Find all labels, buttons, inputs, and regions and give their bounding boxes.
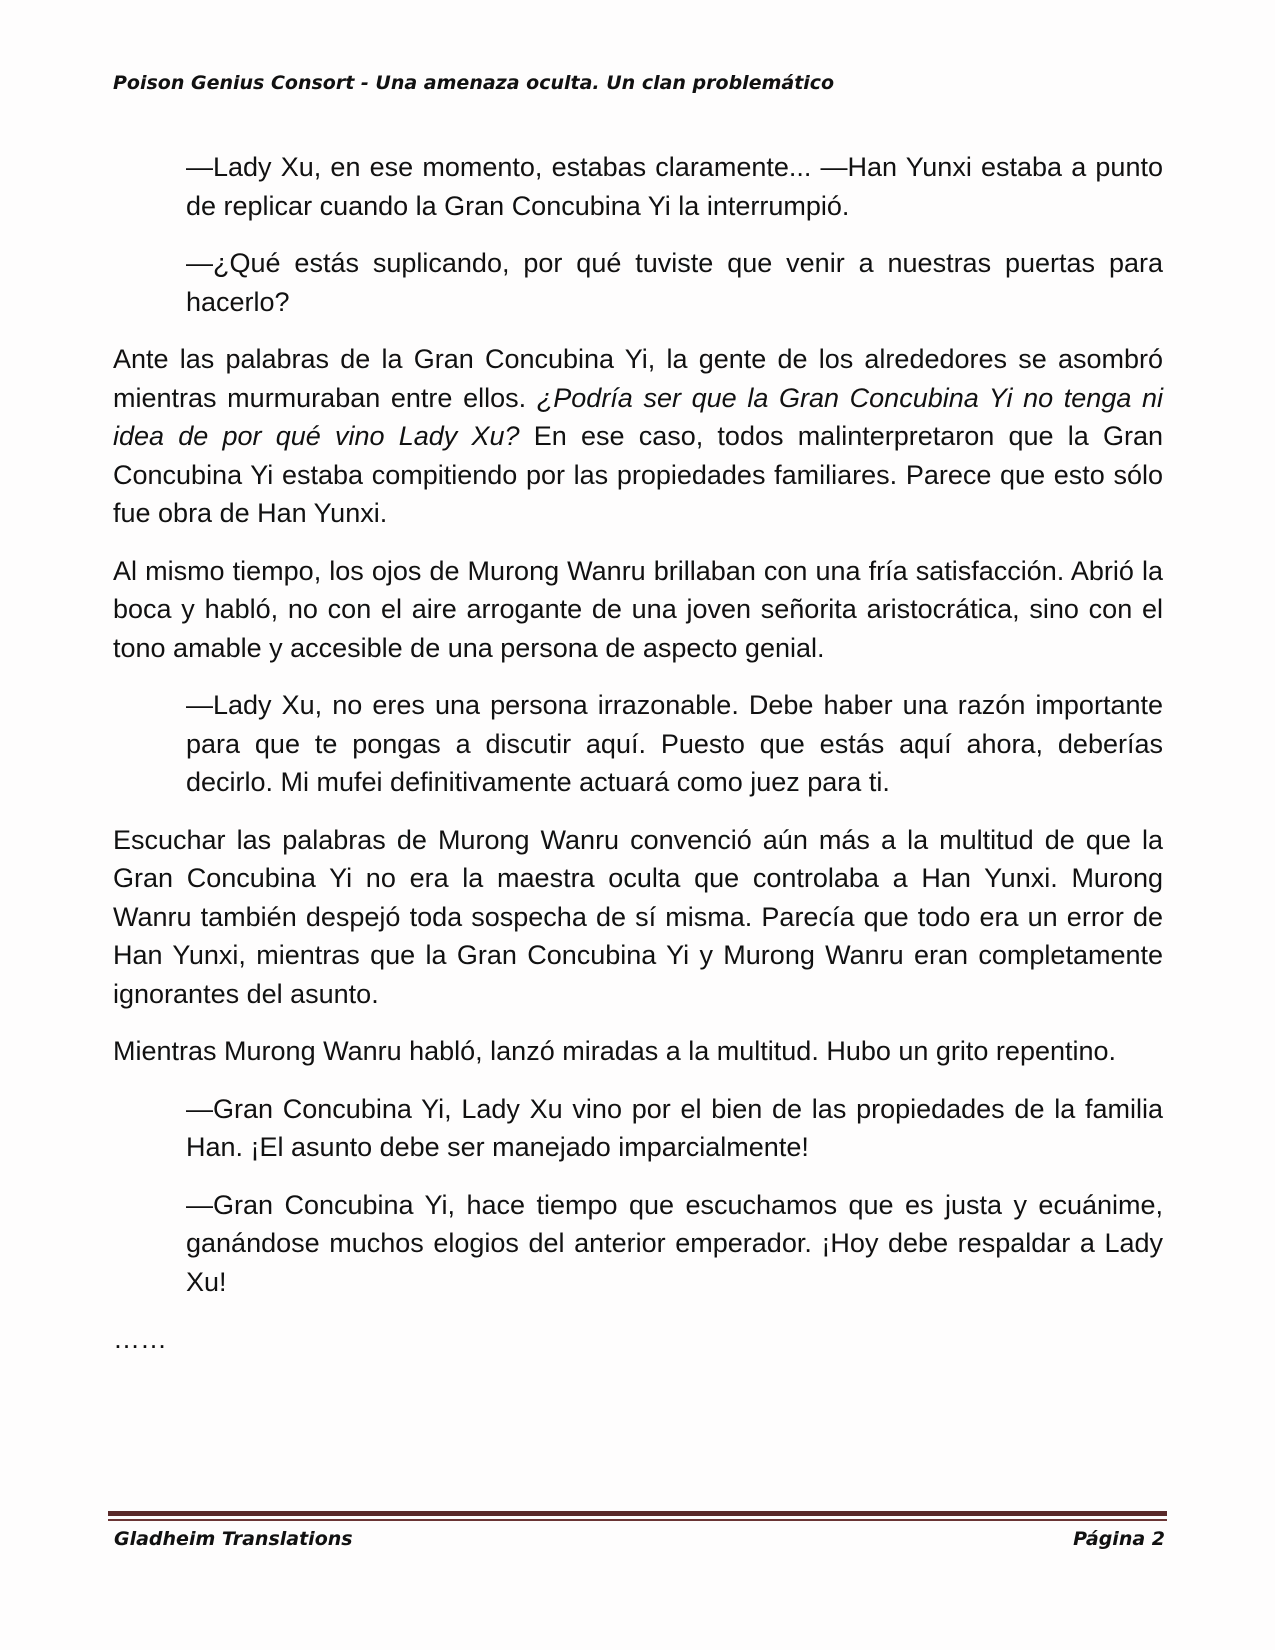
paragraph [186,686,1163,802]
paragraph-text: En ese caso, todos malinterpretaron que la Gran Concubina Yi estaba compitiendo por las propiedades familiares. Parece que esto sólo fue obra de Han Yunxi. [113,421,1163,528]
paragraph-italic-text: ¿Podría ser que la Gran Concubina Yi no tenga ni idea de por qué vino Lady Xu? [113,382,1164,451]
paragraph-text: Al mismo tiempo, los ojos de Murong Wanru brillaban con una fría satisfacción. Abrió la boca y habló, no con el aire arrogante de una joven señorita aristocrática, sino con el tono amable y accesible de una persona de aspecto genial. [113,555,1163,663]
section-ellipsis: …… [113,1324,167,1354]
paragraph-text: Mientras Murong Wanru habló, lanzó miradas a la multitud. Hubo un grito repentino. [113,1036,1117,1066]
footer-page-number: Página 2 [1073,1528,1165,1550]
paragraph [113,821,1163,1014]
paragraph-text: Ante las palabras de la Gran Concubina Yi, la gente de los alrededores se asombró mientras murmuraban entre ellos. [113,344,1163,413]
paragraph-text: —Gran Concubina Yi, Lady Xu vino por el bien de las propiedades de la familia Han. ¡El asunto debe ser manejado imparcialmente! [186,1093,1163,1162]
paragraph [113,1032,1163,1071]
document-body [113,148,1163,1378]
paragraph [186,1186,1163,1302]
paragraph-text: —Lady Xu, en ese momento, estabas claramente... —Han Yunxi estaba a punto de replicar cuando la Gran Concubina Yi la interrumpió. [186,152,1163,221]
footer-divider-thin [108,1519,1167,1521]
paragraph [113,552,1163,668]
footer-divider-thick [108,1511,1167,1516]
footer-publisher: Gladheim Translations [114,1528,353,1550]
paragraph-text: Escuchar las palabras de Murong Wanru convenció aún más a la multitud de que la Gran Concubina Yi no era la maestra oculta que controlaba a Han Yunxi. Murong Wanru también despejó toda sospecha de sí misma. Parecía que todo era un error de Han Yunxi, mientras que la Gran Concubina Yi y Murong Wanru eran completamente ignorantes del asunto. [113,824,1163,1009]
paragraph-text: —Lady Xu, no eres una persona irrazonable. Debe haber una razón importante para que te pongas a discutir aquí. Puesto que estás aquí ahora, deberías decirlo. Mi mufei definitivamente actuará como juez para ti. [186,690,1163,797]
paragraph-text: —Gran Concubina Yi, hace tiempo que escuchamos que es justa y ecuánime, ganándose muchos elogios del anterior emperador. ¡Hoy debe respaldar a Lady Xu! [186,1189,1163,1297]
paragraph-text: —¿Qué estás suplicando, por qué tuviste que venir a nuestras puertas para hacerlo? [186,248,1163,317]
paragraph [113,340,1163,533]
paragraph [186,1090,1163,1167]
paragraph [186,244,1163,321]
page-header-title: Poison Genius Consort - Una amenaza oculta. Un clan problemático [113,72,835,94]
paragraph [186,148,1163,225]
